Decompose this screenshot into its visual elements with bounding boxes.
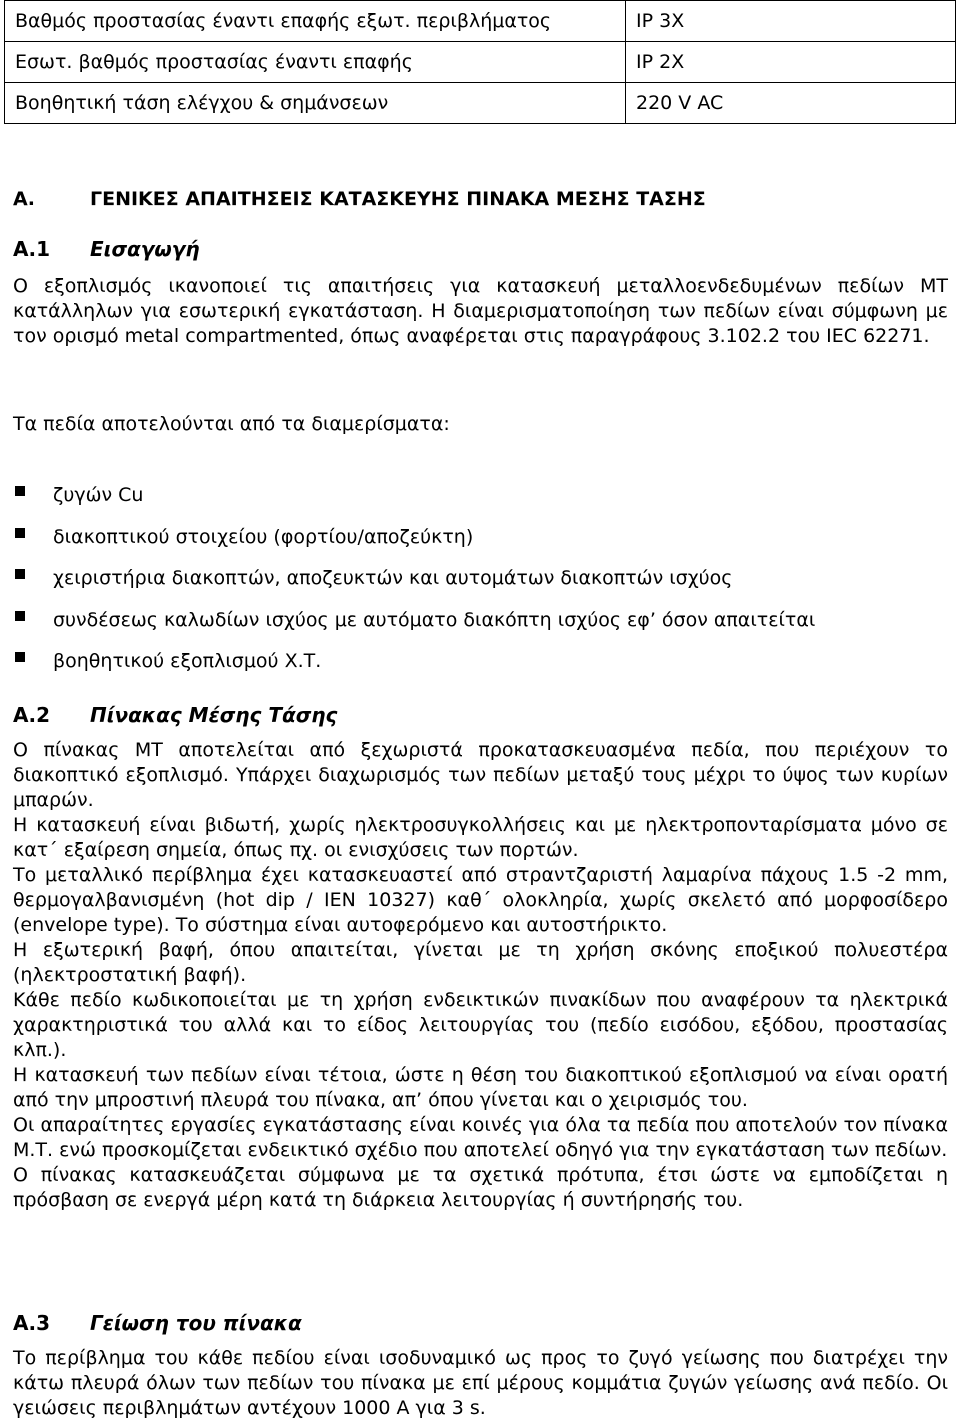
a2-paragraph: Η κατασκευή των πεδίων είναι τέτοια, ώστε η θέση του διακοπτικού εξοπλισμού να είναι ορατή από την μπροστινή πλευρά του πίνακα, απ’ όπου γίνεται και ο χειρισμός του. <box>13 1064 948 1111</box>
a2-paragraph: Ο πίνακας κατασκευάζεται σύμφωνα με τα σχετικά πρότυπα, έτσι ώστε να εμποδίζεται η πρόσβαση σε ενεργά μέρη κατά τη διάρκεια λειτουργίας ή συντήρησής του. <box>13 1164 948 1211</box>
a2-paragraph: Κάθε πεδίο κωδικοποιείται με τη χρήση ενδεικτικών πινακίδων που αναφέρουν τα ηλεκτρικά χαρακτηριστικά του αλλά και το είδος λειτουργίας του (πεδίο εισόδου, εξόδου, προστασίας κλπ.). <box>13 989 948 1061</box>
list-item: χειριστήρια διακοπτών, αποζευκτών και αυτομάτων διακοπτών ισχύος <box>13 566 948 608</box>
bullet-square-icon <box>15 652 25 662</box>
a2-paragraph: Η εξωτερική βαφή, όπου απαιτείται, γίνεται με τη χρήση σκόνης εποξικού πολυεστέρα (ηλεκτροστατική βαφή). <box>13 939 948 986</box>
table-row <box>5 42 956 83</box>
section-title: ΓΕΝΙΚΕΣ ΑΠΑΙΤΗΣΕΙΣ ΚΑΤΑΣΚΕΥΗΣ ΠΙΝΑΚΑ ΜΕΣΗΣ ΤΑΣΗΣ <box>90 188 706 210</box>
bullet-square-icon <box>15 611 25 621</box>
section-number: Α.3 <box>13 1311 50 1335</box>
list-item: ζυγών Cu <box>13 483 948 525</box>
bullet-square-icon <box>15 569 25 579</box>
spec-value: IP 3X <box>626 1 956 42</box>
a3-paragraph: Το περίβλημα του κάθε πεδίου είναι ισοδυναμικό ως προς το ζυγό γείωσης που διατρέχει την κάτω πλευρά όλων των πεδίων του πίνακα με επί μέρους κομμάτια ζυγών γείωσης ανά πεδίο. Οι γειώσεις περιβλημάτων αντέχουν 1000 A για 3 s. <box>13 1347 948 1419</box>
list-item: βοηθητικού εξοπλισμού Χ.Τ. <box>13 649 948 691</box>
spec-label: Βοηθητική τάση ελέγχου & σημάνσεων <box>5 83 626 124</box>
list-item: διακοπτικού στοιχείου (φορτίου/αποζεύκτη) <box>13 525 948 567</box>
section-a1-heading <box>13 237 948 262</box>
section-number: Α. <box>13 188 35 210</box>
a1-paragraph: Ο εξοπλισμός ικανοποιεί τις απαιτήσεις για κατασκευή μεταλλοενδεδυμένων πεδίων ΜΤ κατάλληλων για εσωτερική εγκατάσταση. Η διαμερισματοποίηση των πεδίων είναι σύμφωνη με τον ορισμό metal compartmented, όπως αναφέρεται στις παραγράφους 3.102.2 του IEC 62271. <box>13 275 948 347</box>
section-number: Α.1 <box>13 237 50 261</box>
bullet-square-icon <box>15 528 25 538</box>
a2-paragraph: Ο πίνακας ΜΤ αποτελείται από ξεχωριστά προκατασκευασμένα πεδία, που περιέχουν το διακοπτικό εξοπλισμό. Υπάρχει διαχωρισμός των πεδίων μεταξύ τους μέχρι το ύψος των κυρίων μπαρών. <box>13 739 948 811</box>
bullet-square-icon <box>15 486 25 496</box>
spec-value: IP 2X <box>626 42 956 83</box>
spec-table <box>4 0 956 124</box>
table-row <box>5 1 956 42</box>
section-title: Γείωση του πίνακα <box>90 1311 302 1335</box>
a2-paragraph: Οι απαραίτητες εργασίες εγκατάστασης είναι κοινές για όλα τα πεδία που αποτελούν τον πίνακα Μ.Τ. ενώ προσκομίζεται ενδεικτικό σχέδιο που αποτελεί οδηγό για την εγκατάσταση των πεδίων. <box>13 1114 948 1161</box>
spec-label: Βαθμός προστασίας έναντι επαφής εξωτ. περιβλήματος <box>5 1 626 42</box>
a2-paragraph: Η κατασκευή είναι βιδωτή, χωρίς ηλεκτροσυγκολλήσεις και με ηλεκτροπονταρίσματα μόνο σε κατ΄ εξαίρεση σημεία, όπως πχ. οι ενισχύσεις των πορτών. <box>13 814 948 861</box>
a2-paragraph: Το μεταλλικό περίβλημα έχει κατασκευαστεί από στραντζαριστή λαμαρίνα πάχους 1.5 -2 mm, θερμογαλβανισμένη (hot dip / ΙΕΝ 10327) καθ΄ ολοκληρία, χωρίς σκελετό από μορφοσίδερο (envelope type). Το σύστημα είναι αυτοφερόμενο και αυτοστήρικτο. <box>13 864 948 936</box>
table-row <box>5 83 956 124</box>
a2-body <box>13 738 948 1213</box>
section-title: Πίνακας Μέσης Τάσης <box>90 703 338 727</box>
spec-value: 220 V AC <box>626 83 956 124</box>
section-a-heading <box>13 187 948 212</box>
section-a3-heading <box>13 1311 948 1336</box>
section-a2-heading <box>13 703 948 728</box>
section-title: Εισαγωγή <box>90 237 200 261</box>
compartment-list <box>13 483 948 691</box>
list-item: συνδέσεως καλωδίων ισχύος με αυτόματο διακόπτη ισχύος εφ’ όσον απαιτείται <box>13 608 948 650</box>
a1-intro: Τα πεδία αποτελούνται από τα διαμερίσματα: <box>13 413 450 435</box>
spec-label: Εσωτ. βαθμός προστασίας έναντι επαφής <box>5 42 626 83</box>
section-number: Α.2 <box>13 703 50 727</box>
